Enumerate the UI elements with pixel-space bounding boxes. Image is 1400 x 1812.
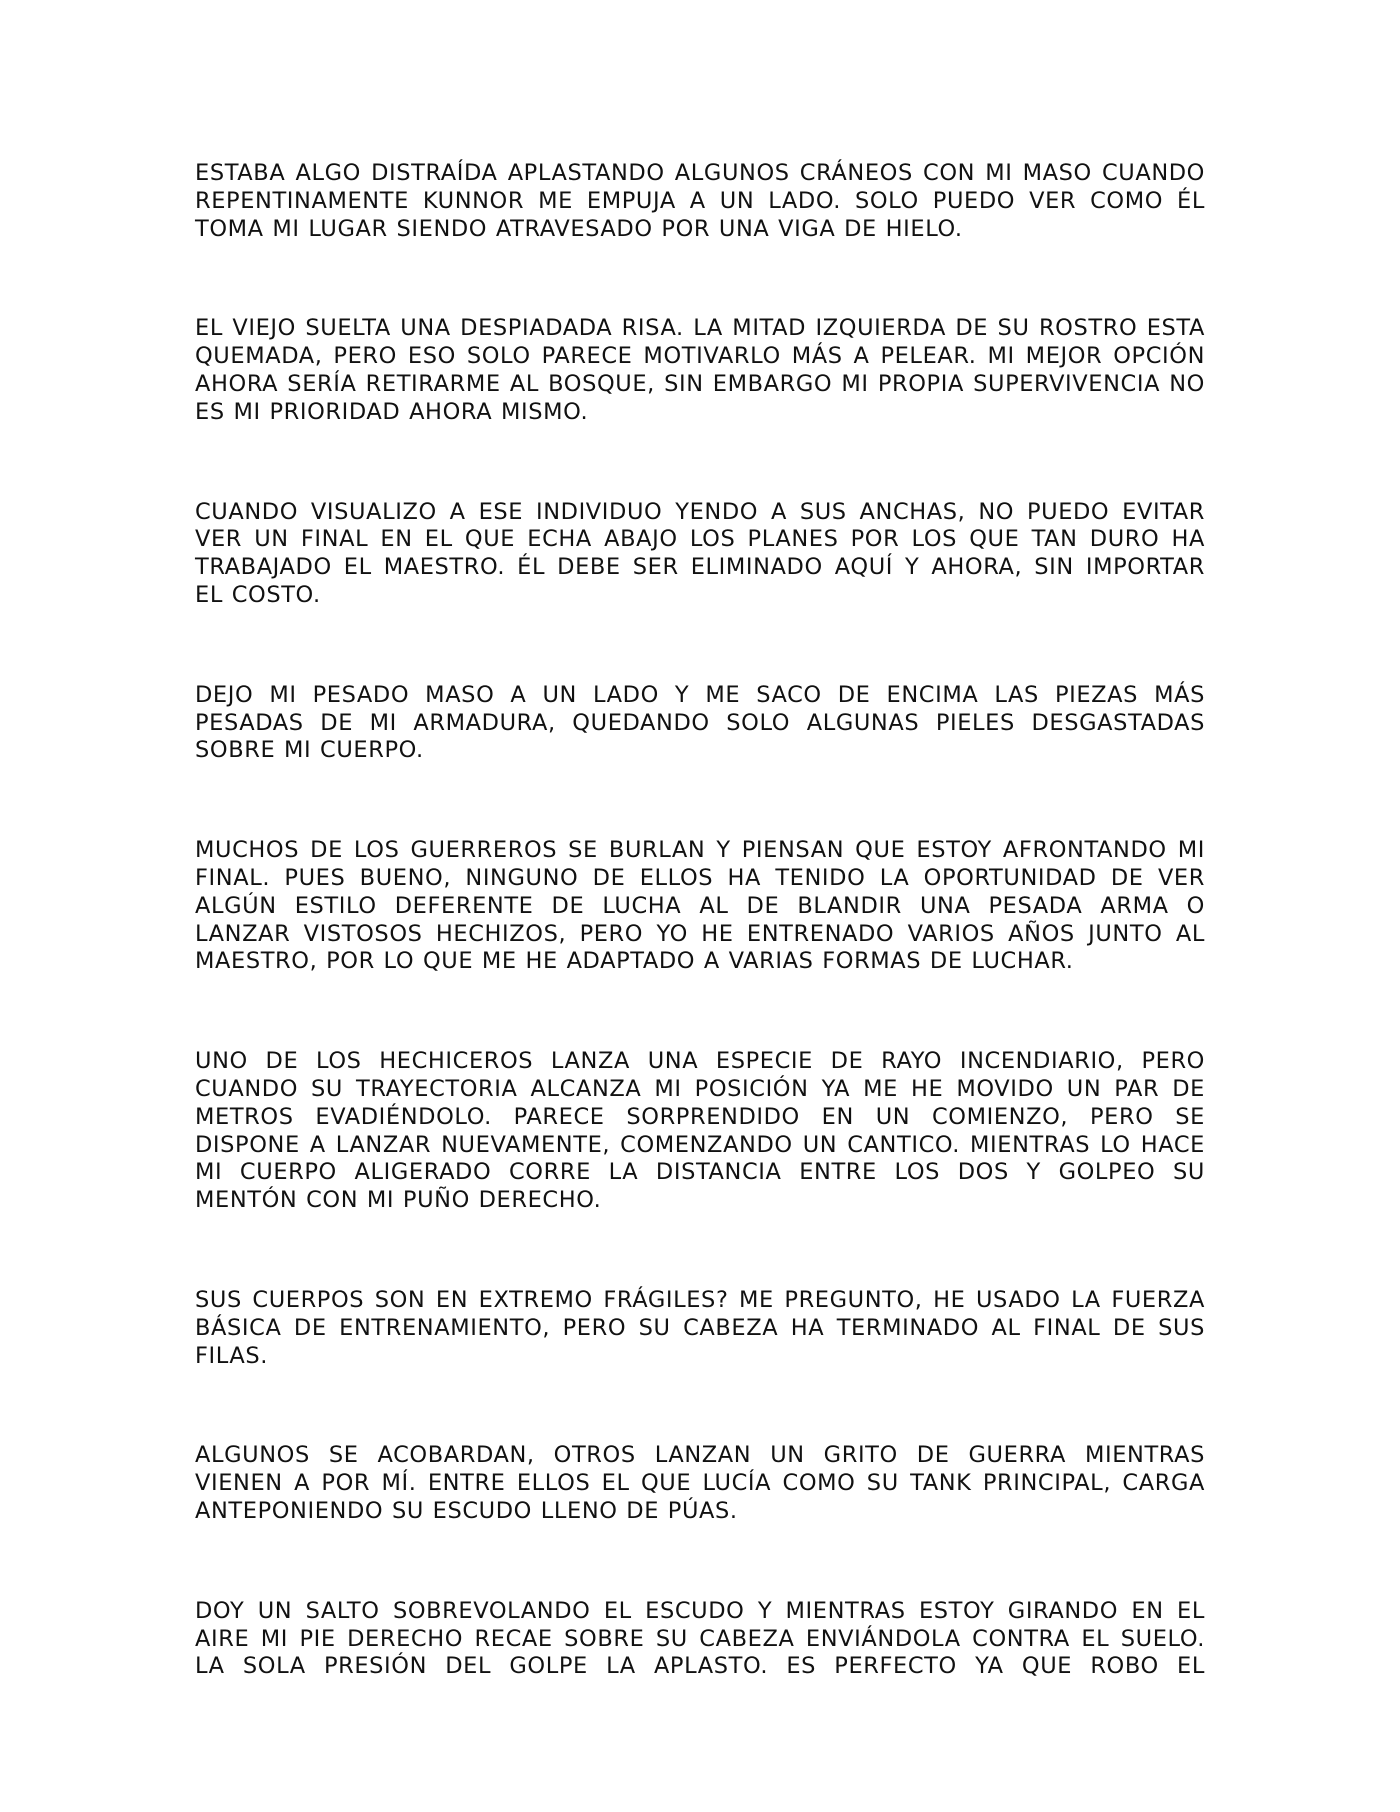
paragraph-9: DOY UN SALTO SOBREVOLANDO EL ESCUDO Y MIENTRAS ESTOY GIRANDO EN EL AIRE MI PIE DERECHO RECAE SOBRE SU CABEZA ENVIÁNDOLA CONTRA EL SUELO. LA SOLA PRESIÓN DEL GOLPE LA APLASTO. ES PERFECTO YA QUE ROBO EL — [195, 1597, 1205, 1680]
paragraph-3: CUANDO VISUALIZO A ESE INDIVIDUO YENDO A SUS ANCHAS, NO PUEDO EVITAR VER UN FINAL EN EL QUE ECHA ABAJO LOS PLANES POR LOS QUE TAN DURO HA TRABAJADO EL MAESTRO. ÉL DEBE SER ELIMINADO AQUÍ Y AHORA, SIN IMPORTAR EL COSTO. — [195, 498, 1205, 608]
paragraph-6: UNO DE LOS HECHICEROS LANZA UNA ESPECIE DE RAYO INCENDIARIO, PERO CUANDO SU TRAYECTORIA ALCANZA MI POSICIÓN YA ME HE MOVIDO UN PAR DE METROS EVADIÉNDOLO. PARECE SORPRENDIDO EN UN COMIENZO, PERO SE DISPONE A LANZAR NUEVAMENTE, COMENZANDO UN CANTICO. MIENTRAS LO HACE MI CUERPO ALIGERADO CORRE LA DISTANCIA ENTRE LOS DOS Y GOLPEO SU MENTÓN CON MI PUÑO DERECHO. — [195, 1048, 1205, 1214]
paragraph-2: EL VIEJO SUELTA UNA DESPIADADA RISA. LA MITAD IZQUIERDA DE SU ROSTRO ESTA QUEMADA, PERO ESO SOLO PARECE MOTIVARLO MÁS A PELEAR. MI MEJOR OPCIÓN AHORA SERÍA RETIRARME AL BOSQUE, SIN EMBARGO MI PROPIA SUPERVIVENCIA NO ES MI PRIORIDAD AHORA MISMO. — [195, 315, 1205, 425]
paragraph-7: SUS CUERPOS SON EN EXTREMO FRÁGILES? ME PREGUNTO, HE USADO LA FUERZA BÁSICA DE ENTRENAMIENTO, PERO SU CABEZA HA TERMINADO AL FINAL DE SUS FILAS. — [195, 1286, 1205, 1369]
paragraph-5: MUCHOS DE LOS GUERREROS SE BURLAN Y PIENSAN QUE ESTOY AFRONTANDO MI FINAL. PUES BUENO, NINGUNO DE ELLOS HA TENIDO LA OPORTUNIDAD DE VER ALGÚN ESTILO DEFERENTE DE LUCHA AL DE BLANDIR UNA PESADA ARMA O LANZAR VISTOSOS HECHIZOS, PERO YO HE ENTRENADO VARIOS AÑOS JUNTO AL MAESTRO, POR LO QUE ME HE ADAPTADO A VARIAS FORMAS DE LUCHAR. — [195, 837, 1205, 975]
paragraph-1: ESTABA ALGO DISTRAÍDA APLASTANDO ALGUNOS CRÁNEOS CON MI MASO CUANDO REPENTINAMENTE KUNNOR ME EMPUJA A UN LADO. SOLO PUEDO VER COMO ÉL TOMA MI LUGAR SIENDO ATRAVESADO POR UNA VIGA DE HIELO. — [195, 160, 1205, 242]
paragraph-4: DEJO MI PESADO MASO A UN LADO Y ME SACO DE ENCIMA LAS PIEZAS MÁS PESADAS DE MI ARMADURA, QUEDANDO SOLO ALGUNAS PIELES DESGASTADAS SOBRE MI CUERPO. — [195, 681, 1205, 764]
paragraph-8: ALGUNOS SE ACOBARDAN, OTROS LANZAN UN GRITO DE GUERRA MIENTRAS VIENEN A POR MÍ. ENTRE ELLOS EL QUE LUCÍA COMO SU TANK PRINCIPAL, CARGA ANTEPONIENDO SU ESCUDO LLENO DE PÚAS. — [195, 1442, 1205, 1524]
text-body — [195, 160, 1205, 1753]
